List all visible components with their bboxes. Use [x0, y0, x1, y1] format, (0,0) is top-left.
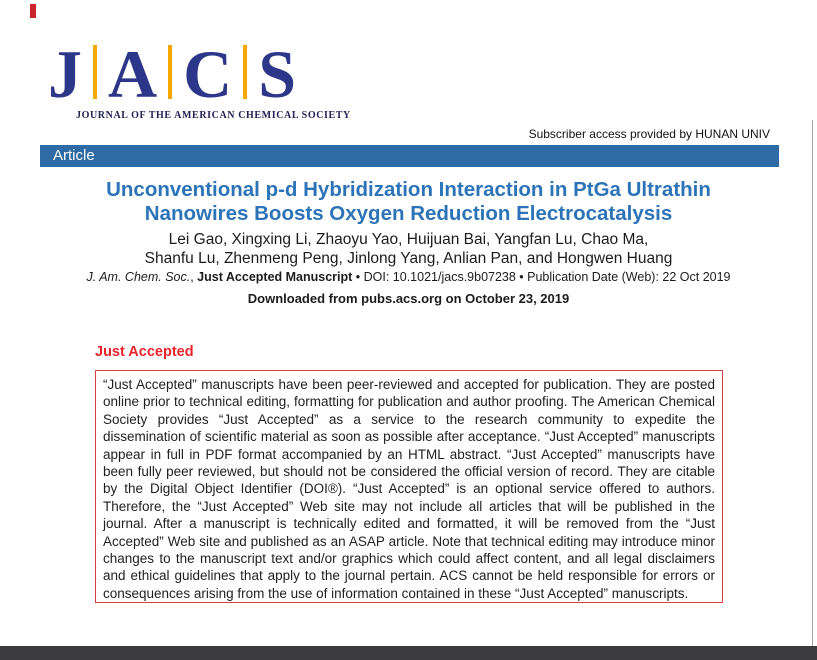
paper-title-line1: Unconventional p-d Hybridization Interaction in PtGa Ultrathin [106, 178, 711, 201]
journal-abbreviation: J. Am. Chem. Soc. [86, 270, 191, 284]
citation-line [40, 270, 777, 284]
page-edge-divider [812, 120, 813, 646]
subscriber-access-note: Subscriber access provided by HUNAN UNIV [528, 127, 770, 141]
just-accepted-heading: Just Accepted [95, 344, 194, 360]
logo-letter-a: A [108, 36, 158, 112]
download-note: Downloaded from pubs.acs.org on October 23, 2019 [247, 291, 570, 306]
logo-divider-bar [93, 45, 97, 99]
citation-details: • DOI: 10.1021/jacs.9b07238 • Publication Date (Web): 22 Oct 2019 [352, 270, 731, 284]
jacs-logo [48, 36, 351, 112]
logo-letter-c: C [183, 36, 233, 112]
author-list [60, 230, 757, 268]
citation-separator: , [190, 270, 198, 284]
journal-name-tagline: JOURNAL OF THE AMERICAN CHEMICAL SOCIETY [76, 110, 351, 121]
just-accepted-notice-box [95, 370, 723, 603]
paper-title [60, 178, 757, 226]
journal-masthead [48, 36, 351, 121]
bottom-bar [0, 646, 817, 660]
red-marker [30, 4, 36, 18]
logo-divider-bar [168, 45, 172, 99]
paper-title-line2: Nanowires Boosts Oxygen Reduction Electrocatalysis [144, 202, 673, 225]
article-type-banner [40, 145, 779, 167]
logo-letter-j: J [48, 36, 82, 112]
author-list-line1: Lei Gao, Xingxing Li, Zhaoyu Yao, Huijuan Bai, Yangfan Lu, Chao Ma, [168, 231, 649, 248]
article-type-label: Article [53, 147, 95, 164]
just-accepted-notice-text: “Just Accepted” manuscripts have been peer-reviewed and accepted for publication. They are posted online prior to technical editing, formatting for publication and author proofing. The American Chemical Society provides “Just Accepted” as a service to the research community to expedite the dissemination of scientific material as soon as possible after acceptance. “Just Accepted” manuscripts appear in full in PDF format accompanied by an HTML abstract. “Just Accepted” manuscripts have been fully peer reviewed, but should not be considered the official version of record. They are citable by the Digital Object Identifier (DOI®). “Just Accepted” is an optional service offered to authors. Therefore, the “Just Accepted” Web site may not include all articles that will be published in the journal. After a manuscript is technically edited and formatted, it will be removed from the “Just Accepted” Web site and published as an ASAP article. Note that technical editing may introduce minor changes to the manuscript text and/or graphics which could affect content, and all legal disclaimers and ethical guidelines that apply to the journal pertain. ACS cannot be held responsible for errors or consequences arising from the use of information contained in these “Just Accepted” manuscripts. [103, 377, 715, 601]
manuscript-type: Just Accepted Manuscript [197, 270, 353, 284]
logo-divider-bar [243, 45, 247, 99]
author-list-line2: Shanfu Lu, Zhenmeng Peng, Jinlong Yang, Anlian Pan, and Hongwen Huang [144, 250, 673, 267]
logo-letter-s: S [258, 36, 297, 112]
